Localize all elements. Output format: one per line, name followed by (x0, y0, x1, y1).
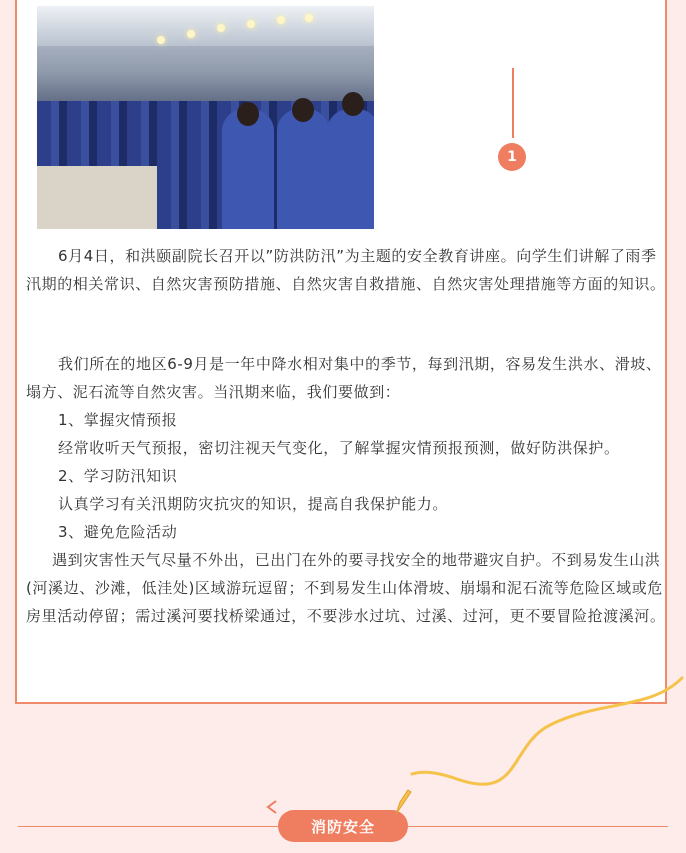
article-intro (26, 242, 666, 298)
auditorium-photo (37, 6, 374, 229)
item-1-title: 1、掌握灾情预报 (58, 411, 178, 429)
item-2-body: 认真学习有关汛期防灾抗灾的知识，提高自我保护能力。 (58, 495, 449, 513)
article-body (26, 350, 666, 630)
step-number-badge: 1 (498, 143, 526, 171)
section-label: 消防安全 (278, 810, 408, 842)
decorative-curve-icon (400, 670, 686, 830)
item-2-title: 2、学习防汛知识 (58, 467, 178, 485)
timeline-line (512, 68, 514, 138)
item-3-body: 遇到灾害性天气尽量不外出，已出门在外的要寻找安全的地带避灾自护。不到易发生山洪(河溪边、沙滩，低洼处)区域游玩逗留；不到易发生山体滑坡、崩塌和泥石流等危险区域或危房里活动停留；需过溪河要找桥梁通过，不要涉水过坑、过溪、过河，更不要冒险抢渡溪河。 (26, 551, 666, 625)
intro-paragraph: 6月4日，和洪颐副院长召开以”防洪防汛”为主题的安全教育讲座。向学生们讲解了雨季汛期的相关常识、自然灾害预防措施、自然灾害自救措施、自然灾害处理措施等方面的知识。 (26, 247, 666, 293)
pencil-icon (392, 788, 412, 816)
chevron-left-icon (262, 799, 282, 815)
item-3-title: 3、避免危险活动 (58, 523, 178, 541)
item-1-body: 经常收听天气预报，密切注视天气变化，了解掌握灾情预报预测，做好防洪保护。 (58, 439, 620, 457)
season-paragraph: 我们所在的地区6-9月是一年中降水相对集中的季节，每到汛期，容易发生洪水、滑坡、塌方、泥石流等自然灾害。当汛期来临，我们要做到： (26, 355, 662, 401)
